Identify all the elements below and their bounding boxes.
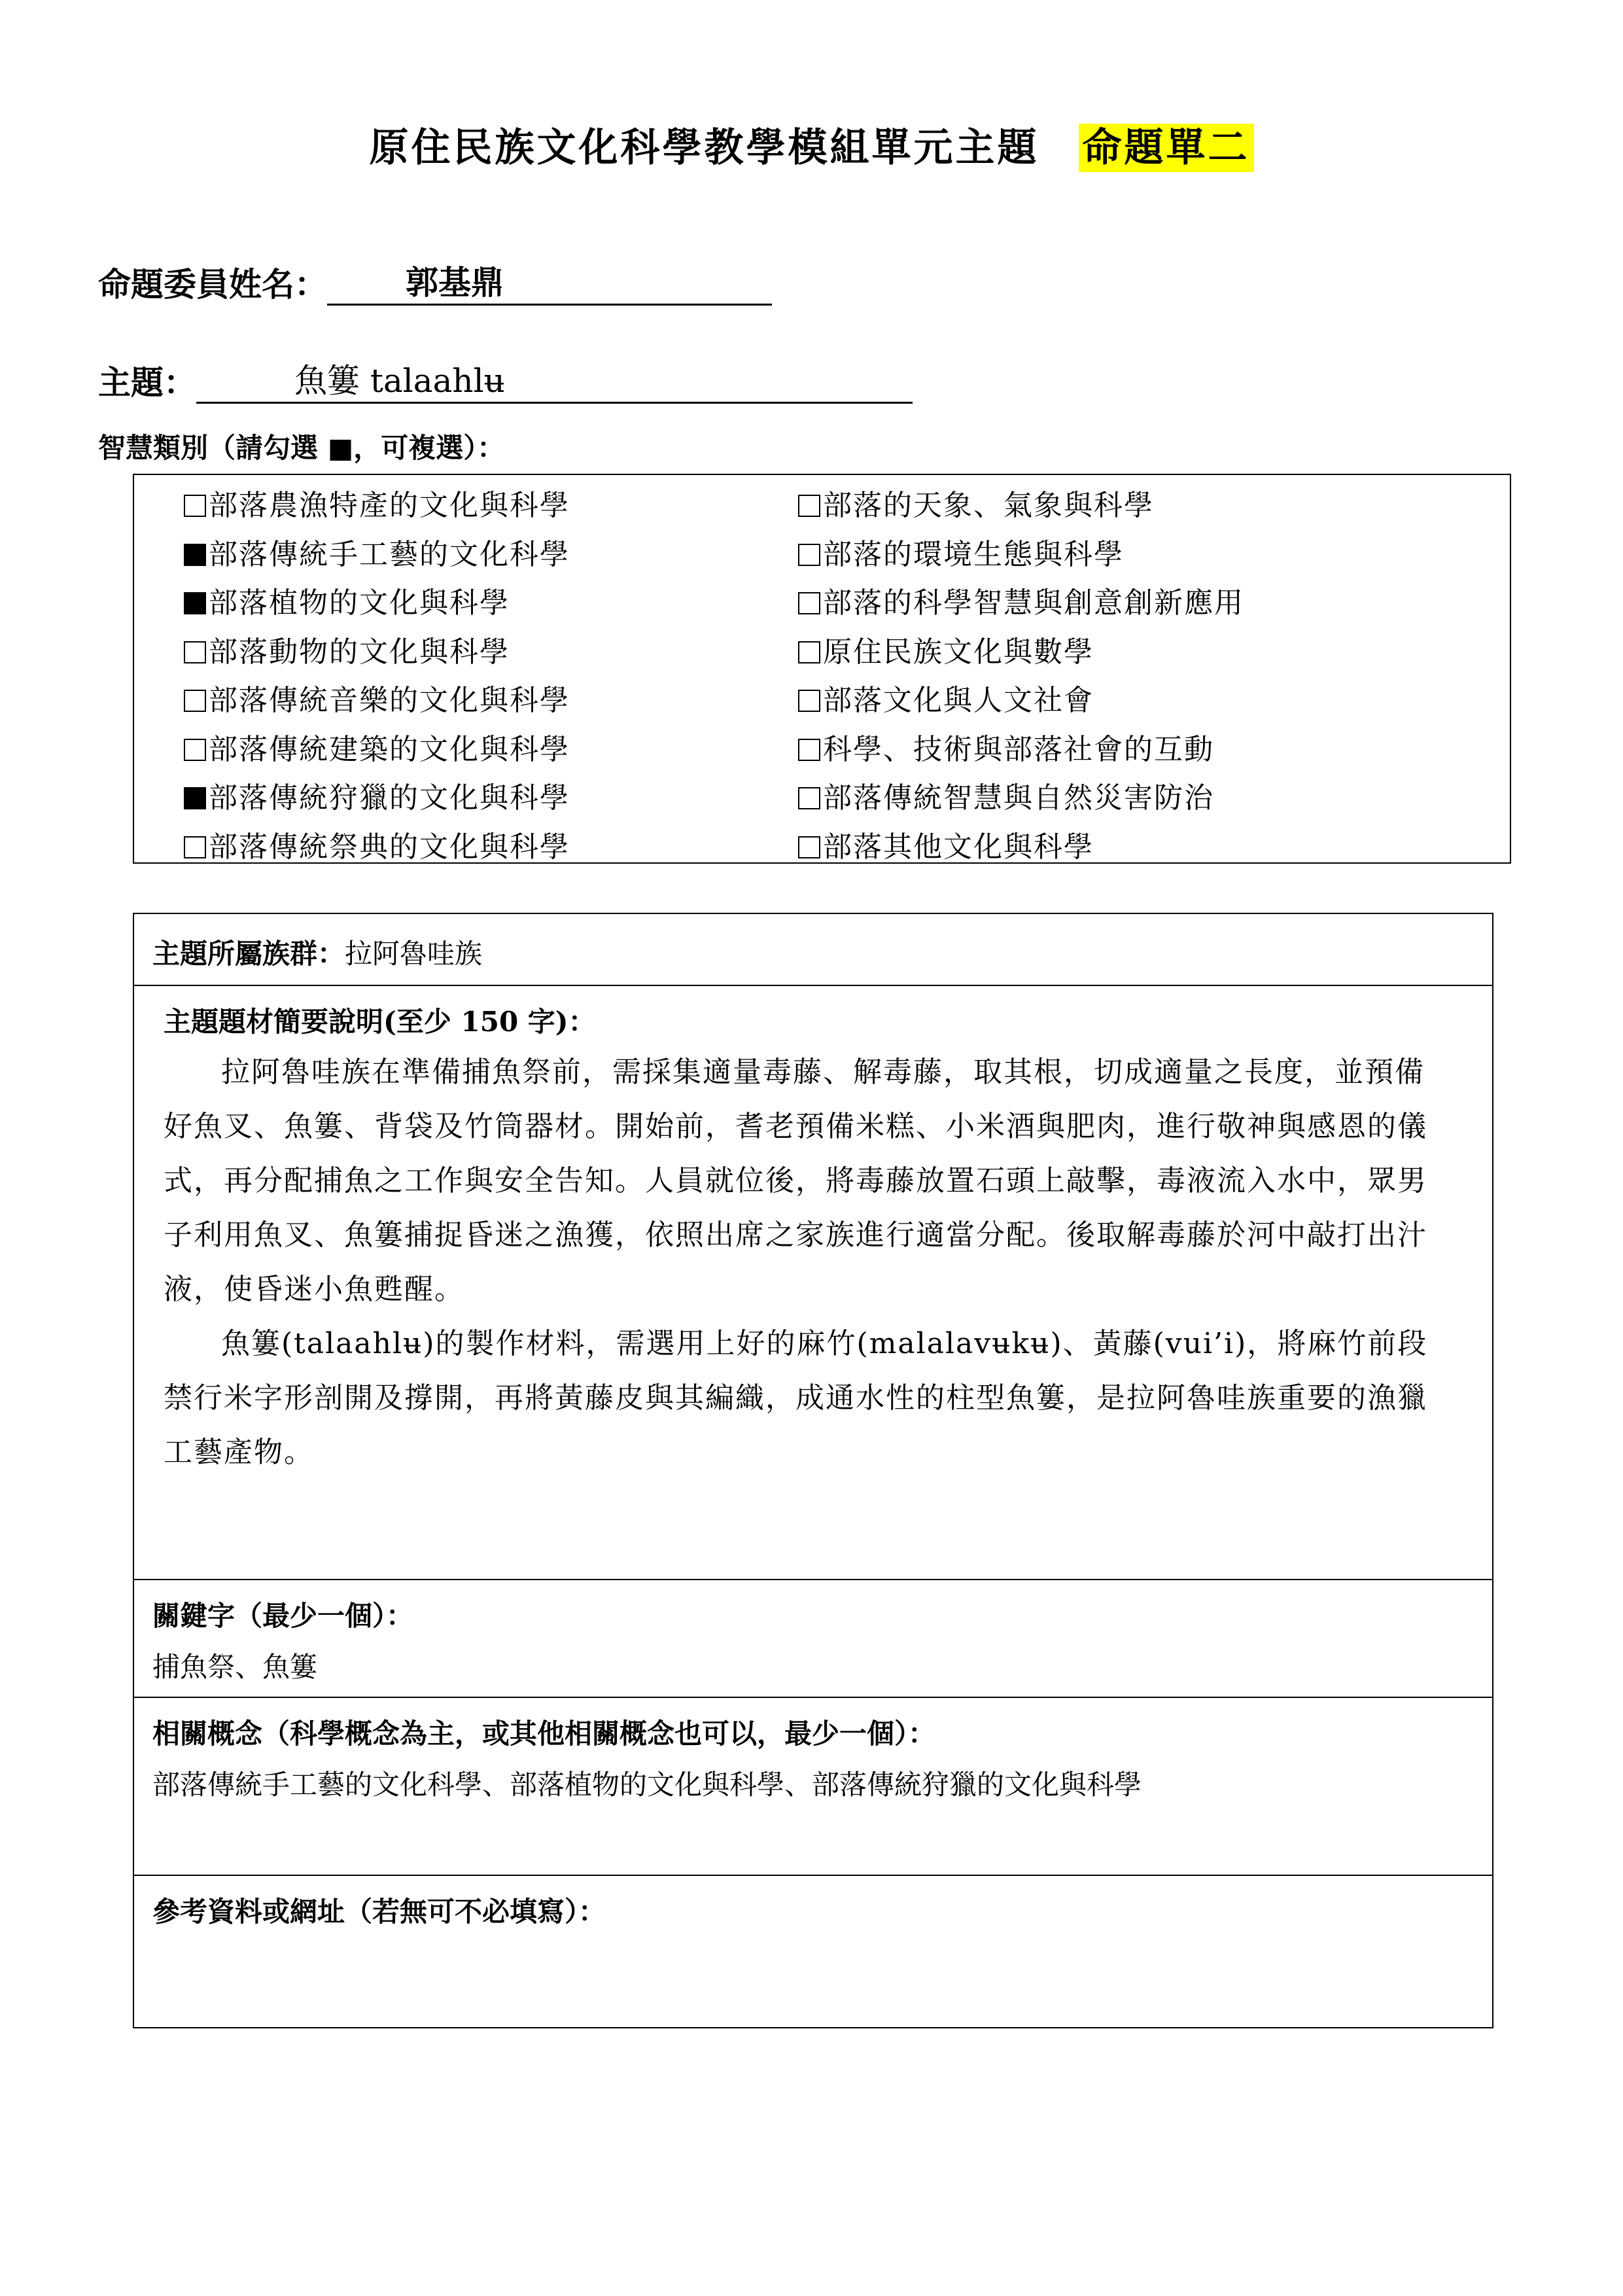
category-item[interactable]	[184, 579, 570, 628]
checkbox-unchecked[interactable]	[184, 739, 206, 761]
ethnic-row	[134, 914, 1492, 986]
topic-field	[98, 355, 913, 404]
checkbox-unchecked[interactable]	[798, 690, 820, 712]
category-label: 部落傳統音樂的文化與科學	[209, 684, 570, 717]
category-label: 部落農漁特產的文化與科學	[209, 489, 570, 522]
category-heading: 智慧類別（請勾選 ■，可複選）：	[98, 432, 505, 464]
checkbox-unchecked[interactable]	[798, 495, 820, 517]
category-label: 部落傳統祭典的文化與科學	[209, 830, 570, 864]
checkbox-unchecked[interactable]	[798, 544, 820, 566]
committee-label: 命題委員姓名：	[98, 265, 327, 304]
description-paragraph-2: 魚簍(talaahlʉ)的製作材料，需選用上好的麻竹(malalavʉkʉ)、黃藤(vui’i)，將麻竹前段禁行米字形剖開及撐開，再將黃藤皮與其編織，成通水性的柱型魚簍，是拉阿魯哇族重要的漁獵工藝產物。	[164, 1327, 1428, 1469]
keywords-row	[134, 1580, 1492, 1698]
concepts-row	[134, 1698, 1492, 1876]
category-label: 部落傳統智慧與自然災害防治	[823, 781, 1214, 815]
category-label: 原住民族文化與數學	[823, 635, 1094, 669]
category-label: 部落的環境生態與科學	[823, 537, 1124, 571]
title-highlight: 命題單二	[1079, 124, 1254, 172]
references-row	[134, 1876, 1492, 2030]
description-paragraph-1: 拉阿魯哇族在準備捕魚祭前，需採集適量毒藤、解毒藤，取其根，切成適量之長度，並預備好魚叉、魚簍、背袋及竹筒器材。開始前，耆老預備米糕、小米酒與肥肉，進行敬神與感恩的儀式，再分配捕魚之工作與安全告知。人員就位後，將毒藤放置石頭上敲擊，毒液流入水中，眾男子利用魚叉、魚簍捕捉昏迷之漁獲，依照出席之家族進行適當分配。後取解毒藤於河中敲打出汁液，使昏迷小魚甦醒。	[164, 1055, 1427, 1306]
ethnic-value: 拉阿魯哇族	[345, 938, 483, 970]
category-box	[133, 474, 1511, 864]
category-label: 部落傳統手工藝的文化科學	[209, 537, 570, 571]
concepts-label: 相關概念（科學概念為主，或其他相關概念也可以，最少一個）：	[152, 1718, 936, 1750]
checkbox-unchecked[interactable]	[798, 787, 820, 809]
category-item[interactable]	[798, 726, 1244, 775]
category-item[interactable]	[184, 628, 570, 677]
checkbox-unchecked[interactable]	[184, 641, 206, 663]
category-label: 部落的天象、氣象與科學	[823, 489, 1154, 522]
checkbox-checked[interactable]	[184, 592, 206, 614]
concepts-value: 部落傳統手工藝的文化科學、部落植物的文化與科學、部落傳統狩獵的文化與科學	[152, 1769, 1142, 1801]
references-label: 參考資料或網址（若無可不必填寫）：	[152, 1896, 606, 1928]
info-table	[133, 913, 1493, 2028]
category-item[interactable]	[798, 628, 1244, 677]
category-item[interactable]	[798, 531, 1244, 580]
category-label: 部落動物的文化與科學	[209, 635, 510, 669]
category-label: 部落文化與人文社會	[823, 684, 1094, 717]
category-label: 部落其他文化與科學	[823, 830, 1094, 864]
checkbox-unchecked[interactable]	[798, 739, 820, 761]
category-item[interactable]	[798, 677, 1244, 726]
category-item[interactable]	[798, 774, 1244, 823]
ethnic-label: 主題所屬族群：	[152, 938, 345, 970]
category-item[interactable]	[184, 677, 570, 726]
topic-value: 魚簍 talaahlʉ	[196, 355, 913, 404]
category-item[interactable]	[184, 726, 570, 775]
checkbox-unchecked[interactable]	[184, 690, 206, 712]
category-label: 部落傳統建築的文化與科學	[209, 732, 570, 766]
checkbox-unchecked[interactable]	[184, 836, 206, 858]
category-item[interactable]	[184, 531, 570, 580]
keywords-value: 捕魚祭、魚簍	[152, 1651, 318, 1683]
description-label: 主題題材簡要說明(至少 150 字)：	[164, 1006, 596, 1038]
checkbox-checked[interactable]	[184, 544, 206, 566]
keywords-label: 關鍵字（最少一個）：	[152, 1600, 414, 1632]
category-label: 部落植物的文化與科學	[209, 586, 510, 620]
category-label: 科學、技術與部落社會的互動	[823, 732, 1214, 766]
committee-field	[98, 256, 772, 306]
title-main: 原住民族文化科學教學模組單元主題	[369, 125, 1039, 171]
category-item[interactable]	[798, 579, 1244, 628]
category-label: 部落的科學智慧與創意創新應用	[823, 586, 1244, 620]
checkbox-unchecked[interactable]	[798, 592, 820, 614]
category-label: 部落傳統狩獵的文化與科學	[209, 781, 570, 815]
category-right-column	[798, 482, 1244, 872]
category-item[interactable]	[184, 482, 570, 531]
committee-value: 郭基鼎	[327, 256, 772, 306]
category-left-column	[184, 482, 570, 872]
category-item[interactable]	[798, 823, 1244, 872]
category-item[interactable]	[184, 823, 570, 872]
checkbox-checked[interactable]	[184, 787, 206, 809]
checkbox-unchecked[interactable]	[798, 641, 820, 663]
checkbox-unchecked[interactable]	[798, 836, 820, 858]
topic-label: 主題：	[98, 363, 196, 402]
category-item[interactable]	[798, 482, 1244, 531]
checkbox-unchecked[interactable]	[184, 495, 206, 517]
category-item[interactable]	[184, 774, 570, 823]
page-title	[0, 116, 1623, 173]
description-row	[134, 986, 1492, 1580]
